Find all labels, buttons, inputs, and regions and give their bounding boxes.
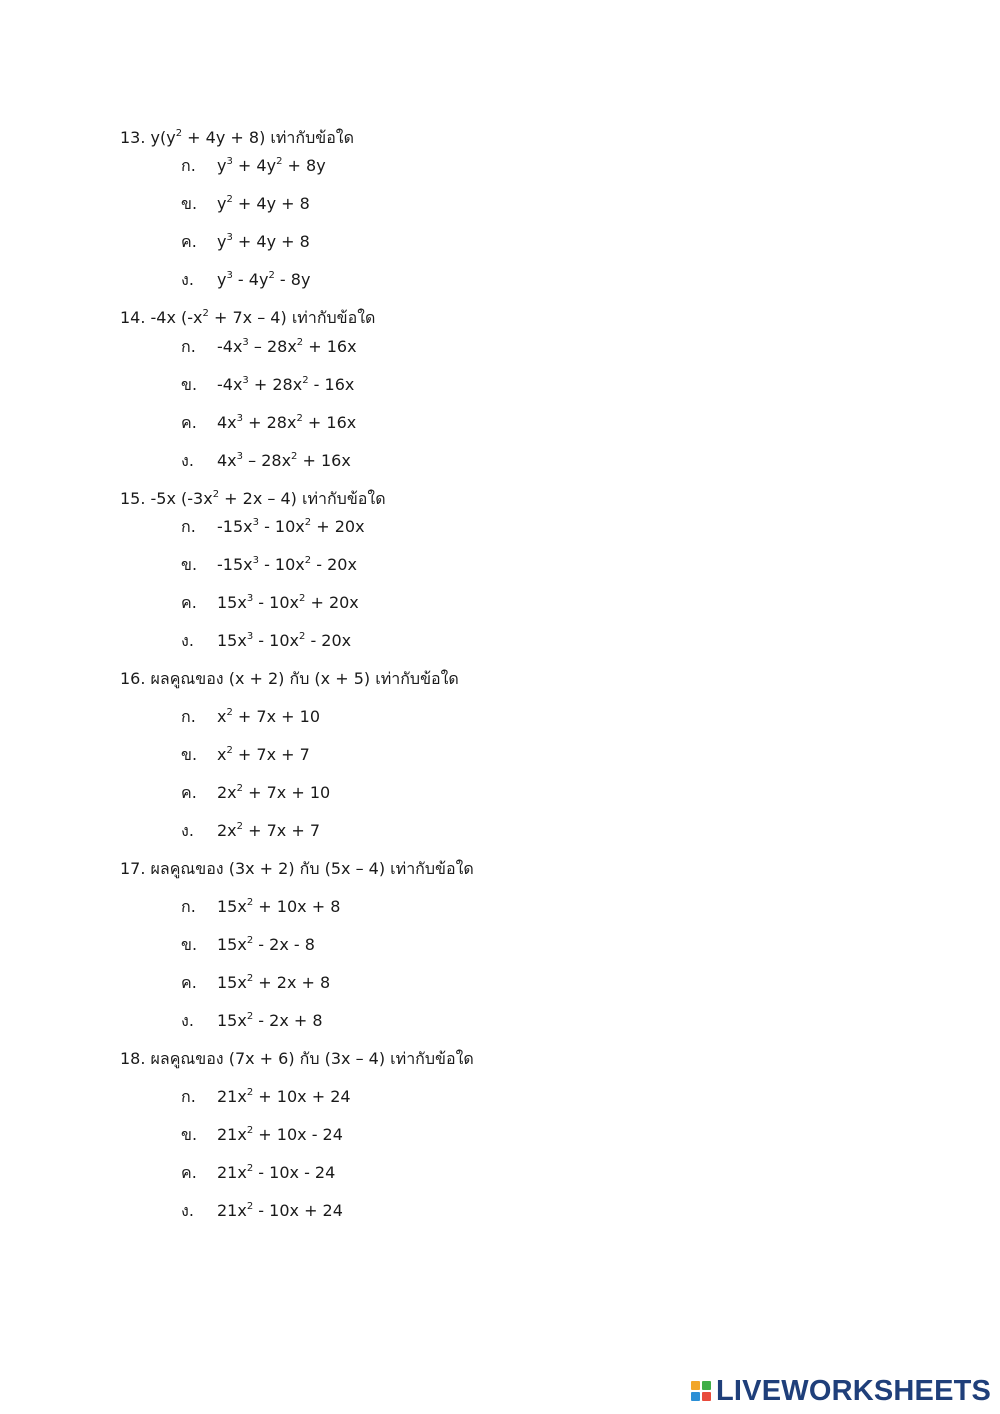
option-text: $y^3 + 4y + 8$: [217, 232, 310, 251]
option-text: $y^3 + 4y^2 + 8y$: [217, 156, 326, 175]
option-text: $15x^2 + 10x + 8$: [217, 897, 341, 916]
option-text: $2x^2 + 7x + 7$: [217, 821, 321, 840]
option-letter: ข.: [181, 1125, 198, 1144]
question-14-option-d[interactable]: [181, 451, 351, 471]
liveworksheets-logo[interactable]: [691, 1375, 991, 1407]
question-13-option-b[interactable]: [181, 194, 310, 214]
option-text: $x^2 + 7x + 7$: [217, 745, 310, 764]
option-text: $15x^2 - 2x + 8$: [217, 1011, 323, 1030]
question-17-option-d[interactable]: [181, 1011, 323, 1031]
question-17-stem: 17. ผลคูณของ (3x + 2) กับ (5x – 4) เท่ากับข้อใด: [120, 859, 474, 878]
option-letter: ข.: [181, 935, 198, 954]
option-letter: ค.: [181, 783, 197, 802]
option-letter: ง.: [181, 1201, 194, 1220]
option-text: $-15x^3 - 10x^2 - 20x$: [217, 555, 357, 574]
option-letter: ค.: [181, 232, 197, 251]
option-letter: ค.: [181, 973, 197, 992]
question-16-option-c[interactable]: [181, 783, 330, 803]
option-text: $15x^2 - 2x - 8$: [217, 935, 315, 954]
option-text: $4x^3 + 28x^2 + 16x$: [217, 413, 357, 432]
option-text: $y^2 + 4y + 8$: [217, 194, 310, 213]
question-14-option-a[interactable]: [181, 337, 357, 357]
question-18-option-d[interactable]: [181, 1201, 343, 1221]
question-15-option-a[interactable]: [181, 517, 365, 537]
question-18-option-b[interactable]: [181, 1125, 343, 1145]
option-letter: ข.: [181, 194, 198, 213]
logo-square-4: [702, 1392, 711, 1401]
option-letter: ค.: [181, 1163, 197, 1182]
option-text: $15x^3 - 10x^2 + 20x$: [217, 593, 359, 612]
logo-text: LIVEWORKSHEETS: [716, 1374, 992, 1407]
question-14-option-c[interactable]: [181, 413, 356, 433]
option-text: $y^3 - 4y^2 - 8y$: [217, 270, 311, 289]
option-letter: ข.: [181, 555, 198, 574]
question-18-option-c[interactable]: [181, 1163, 335, 1183]
option-text: $21x^2 + 10x - 24$: [217, 1125, 343, 1144]
option-text: $15x^3 - 10x^2 - 20x$: [217, 631, 352, 650]
option-letter: ข.: [181, 375, 198, 394]
option-letter: ก.: [181, 156, 196, 175]
option-text: $21x^2 + 10x + 24$: [217, 1087, 351, 1106]
question-17-option-b[interactable]: [181, 935, 315, 955]
question-17-option-a[interactable]: [181, 897, 340, 917]
logo-square-3: [691, 1392, 700, 1401]
question-16-option-b[interactable]: [181, 745, 310, 765]
question-15-option-d[interactable]: [181, 631, 351, 651]
question-17-option-c[interactable]: [181, 973, 330, 993]
option-text: $-4x^3 + 28x^2 - 16x$: [217, 375, 355, 394]
option-letter: ง.: [181, 270, 194, 289]
question-16-stem: 16. ผลคูณของ (x + 2) กับ (x + 5) เท่ากับข้อใด: [120, 669, 459, 688]
logo-square-1: [691, 1381, 700, 1390]
option-text: $2x^2 + 7x + 10$: [217, 783, 331, 802]
option-letter: ค.: [181, 593, 197, 612]
option-letter: ค.: [181, 413, 197, 432]
question-13-option-a[interactable]: [181, 156, 326, 176]
question-18-stem: 18. ผลคูณของ (7x + 6) กับ (3x – 4) เท่ากับข้อใด: [120, 1049, 474, 1068]
option-text: $4x^3 - 28x^2 + 16x$: [217, 451, 351, 470]
question-15-option-c[interactable]: [181, 593, 359, 613]
option-text: $-4x^3 - 28x^2 + 16x$: [217, 337, 357, 356]
question-18-option-a[interactable]: [181, 1087, 351, 1107]
option-letter: ก.: [181, 517, 196, 536]
question-13-option-c[interactable]: [181, 232, 310, 252]
question-15-stem: 15. -5x $(-3x^2 + 2x - 4)$ เท่ากับข้อใด: [120, 489, 386, 508]
option-letter: ง.: [181, 1011, 194, 1030]
option-letter: ง.: [181, 821, 194, 840]
option-letter: ง.: [181, 451, 194, 470]
option-letter: ก.: [181, 707, 196, 726]
option-text: $21x^2 - 10x + 24$: [217, 1201, 343, 1220]
question-13-option-d[interactable]: [181, 270, 310, 290]
question-13-stem: 13. $y(y^2 + 4y + 8)$ เท่ากับข้อใด: [120, 128, 354, 147]
option-text: $15x^2 + 2x + 8$: [217, 973, 331, 992]
option-letter: ข.: [181, 745, 198, 764]
option-letter: ก.: [181, 1087, 196, 1106]
option-letter: ก.: [181, 337, 196, 356]
question-16-option-d[interactable]: [181, 821, 320, 841]
liveworksheets-logo-icon: [691, 1381, 711, 1401]
option-text: $21x^2 - 10x - 24$: [217, 1163, 336, 1182]
question-14-option-b[interactable]: [181, 375, 354, 395]
option-text: $x^2 + 7x + 10$: [217, 707, 321, 726]
option-letter: ก.: [181, 897, 196, 916]
question-14-stem: 14. -4x $(-x^2 + 7x - 4)$ เท่ากับข้อใด: [120, 308, 376, 327]
option-text: $-15x^3 - 10x^2 + 20x$: [217, 517, 365, 536]
option-letter: ง.: [181, 631, 194, 650]
logo-square-2: [702, 1381, 711, 1390]
question-15-option-b[interactable]: [181, 555, 357, 575]
question-16-option-a[interactable]: [181, 707, 320, 727]
